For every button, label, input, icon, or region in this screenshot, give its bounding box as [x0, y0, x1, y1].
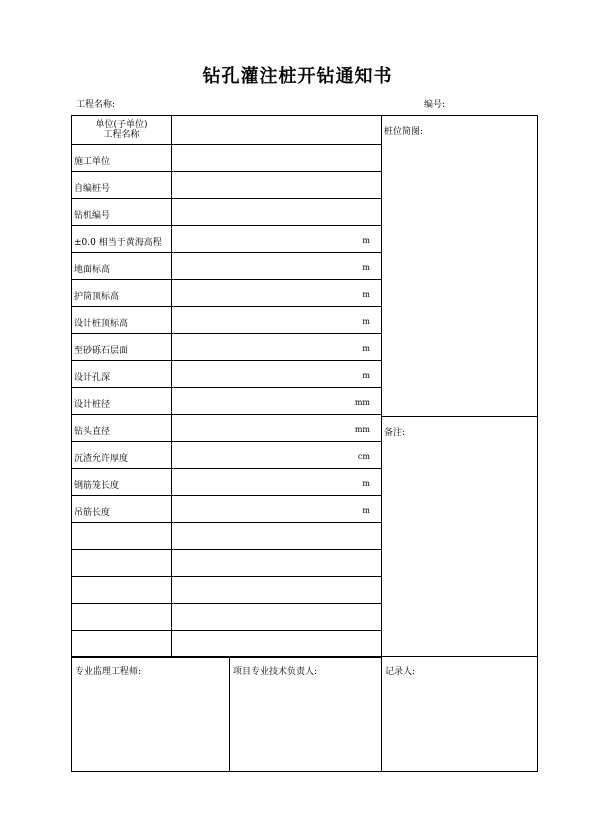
row-label: 钻头直径 [74, 427, 111, 437]
row-label: 钢筋笼长度 [74, 481, 120, 491]
row-unit: m [362, 317, 370, 326]
row-value-field[interactable] [172, 577, 381, 603]
row-value-field[interactable] [172, 604, 381, 630]
row-value-field[interactable] [172, 523, 381, 549]
recorder-signature-label: 记录人: [385, 667, 416, 677]
row-label: 地面标高 [74, 265, 111, 275]
unit-project-name-field[interactable] [172, 116, 381, 144]
row-label-cell [72, 577, 170, 603]
row-unit: m [362, 344, 370, 353]
row-label: 设计桩顶标高 [74, 319, 129, 329]
document-title: 钻孔灌注桩开钻通知书 [202, 66, 393, 87]
header-line-2: 工程名称 [103, 130, 140, 140]
row-label-cell [72, 604, 170, 630]
row-unit: m [362, 371, 370, 380]
row-unit: m [362, 263, 370, 272]
row-value-field[interactable] [172, 199, 381, 225]
tech-lead-signature-label: 项目专业技术负责人: [233, 667, 318, 677]
supervisor-signature-label: 专业监理工程师: [75, 667, 142, 677]
row-unit: m [362, 236, 370, 245]
row-value-field[interactable] [172, 550, 381, 576]
row-label: 护筒顶标高 [74, 292, 120, 302]
row-unit: cm [357, 452, 370, 461]
row-label: 自编桩号 [74, 184, 111, 194]
row-unit: mm [354, 398, 370, 407]
project-name-label: 工程名称: [76, 100, 116, 110]
row-label: 钻机编号 [74, 211, 111, 221]
row-unit: m [362, 290, 370, 299]
header-line-1: 单位(子单位) [95, 120, 148, 130]
pile-sketch-label: 桩位简图: [384, 127, 424, 137]
row-label: 设计孔深 [74, 373, 111, 383]
row-label: 沉渣允许厚度 [74, 454, 129, 464]
row-value-field[interactable] [172, 631, 381, 657]
row-value-field[interactable] [172, 172, 381, 198]
row-divider [71, 657, 381, 658]
pile-sketch-area[interactable] [382, 140, 537, 414]
sketch-remarks-divider [381, 416, 538, 417]
row-unit: m [362, 479, 370, 488]
remarks-label: 备注: [384, 428, 406, 438]
row-label-cell [72, 631, 170, 657]
unit-project-name-header [72, 116, 171, 144]
row-label-cell [72, 550, 170, 576]
remarks-area[interactable] [382, 440, 537, 654]
row-label-cell [72, 523, 170, 549]
row-unit: m [362, 506, 370, 515]
row-label: 设计桩径 [74, 400, 111, 410]
number-label: 编号: [424, 100, 446, 110]
row-label: ±0.0 相当于黄海高程 [74, 238, 162, 248]
row-label: 施工单位 [74, 157, 111, 167]
col-divider-sign [229, 656, 230, 772]
row-label: 至砂砾石层面 [74, 346, 129, 356]
row-label: 吊筋长度 [74, 508, 111, 518]
row-unit: mm [354, 425, 370, 434]
row-value-field[interactable] [172, 145, 381, 171]
